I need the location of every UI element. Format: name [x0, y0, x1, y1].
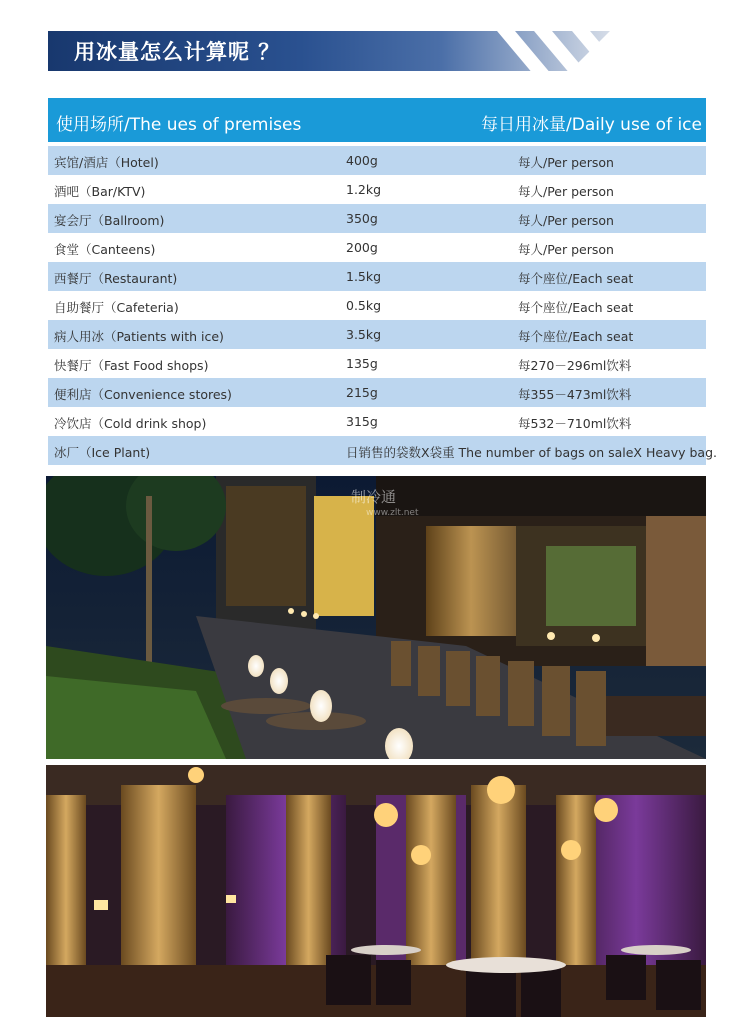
- place-cell: 宾馆/酒店（Hotel): [54, 155, 159, 170]
- place-cell: 便利店（Convenience stores): [54, 387, 232, 402]
- terrace-photo: [46, 476, 706, 759]
- amount-cell: 0.5kg: [346, 298, 382, 313]
- table-header: [48, 98, 706, 142]
- amount-cell: 1.5kg: [346, 269, 382, 284]
- section-banner: [48, 31, 610, 71]
- amount-cell: 350g: [346, 211, 378, 226]
- unit-cell: 每532－710ml饮料: [518, 416, 632, 431]
- page-title: 用冰量怎么计算呢 ？: [74, 40, 281, 64]
- table-row: [48, 262, 706, 291]
- table-row: [48, 233, 706, 262]
- place-cell: 快餐厅（Fast Food shops): [54, 358, 209, 373]
- table-row: [48, 349, 706, 378]
- unit-cell: 每个座位/Each seat: [518, 329, 634, 344]
- watermark: 制冷通: [351, 488, 397, 506]
- table-row: [48, 378, 706, 407]
- note-cell: 日销售的袋数X袋重 The number of bags on saleX Heavy bag.: [346, 445, 717, 460]
- dining-hall-photo: [46, 765, 706, 1017]
- unit-cell: 每人/Per person: [518, 242, 614, 257]
- amount-cell: 3.5kg: [346, 327, 382, 342]
- unit-cell: 每个座位/Each seat: [518, 300, 634, 315]
- header-premises: 使用场所/The ues of premises: [56, 115, 302, 135]
- amount-cell: 215g: [346, 385, 378, 400]
- unit-cell: 每355－473ml饮料: [518, 387, 632, 402]
- unit-cell: 每人/Per person: [518, 184, 614, 199]
- unit-cell: 每人/Per person: [518, 155, 614, 170]
- amount-cell: 135g: [346, 356, 378, 371]
- table-body: [48, 146, 706, 436]
- amount-cell: 315g: [346, 414, 378, 429]
- header-daily-ice: 每日用冰量/Daily use of ice: [481, 115, 702, 135]
- table-row: [48, 204, 706, 233]
- place-cell: 酒吧（Bar/KTV): [54, 184, 146, 199]
- place-cell: 西餐厅（Restaurant): [54, 271, 178, 286]
- unit-cell: 每人/Per person: [518, 213, 614, 228]
- amount-cell: 200g: [346, 240, 378, 255]
- place-cell: 冰厂（Ice Plant): [54, 445, 151, 460]
- amount-cell: 1.2kg: [346, 182, 382, 197]
- place-cell: 食堂（Canteens): [54, 242, 156, 257]
- table-row-ice-plant: [48, 436, 717, 465]
- place-cell: 宴会厅（Ballroom): [54, 213, 165, 228]
- unit-cell: 每270－296ml饮料: [518, 358, 632, 373]
- place-cell: 自助餐厅（Cafeteria): [54, 300, 179, 315]
- place-cell: 病人用冰（Patients with ice): [54, 329, 224, 344]
- table-row: [48, 320, 706, 349]
- amount-cell: 400g: [346, 153, 378, 168]
- unit-cell: 每个座位/Each seat: [518, 271, 634, 286]
- table-row: [48, 146, 706, 175]
- ice-usage-table: [48, 98, 717, 465]
- table-row: [48, 291, 706, 320]
- table-row: [48, 175, 706, 204]
- place-cell: 冷饮店（Cold drink shop): [54, 416, 207, 431]
- watermark-url: www.zlt.net: [366, 508, 419, 518]
- table-row: [48, 407, 706, 436]
